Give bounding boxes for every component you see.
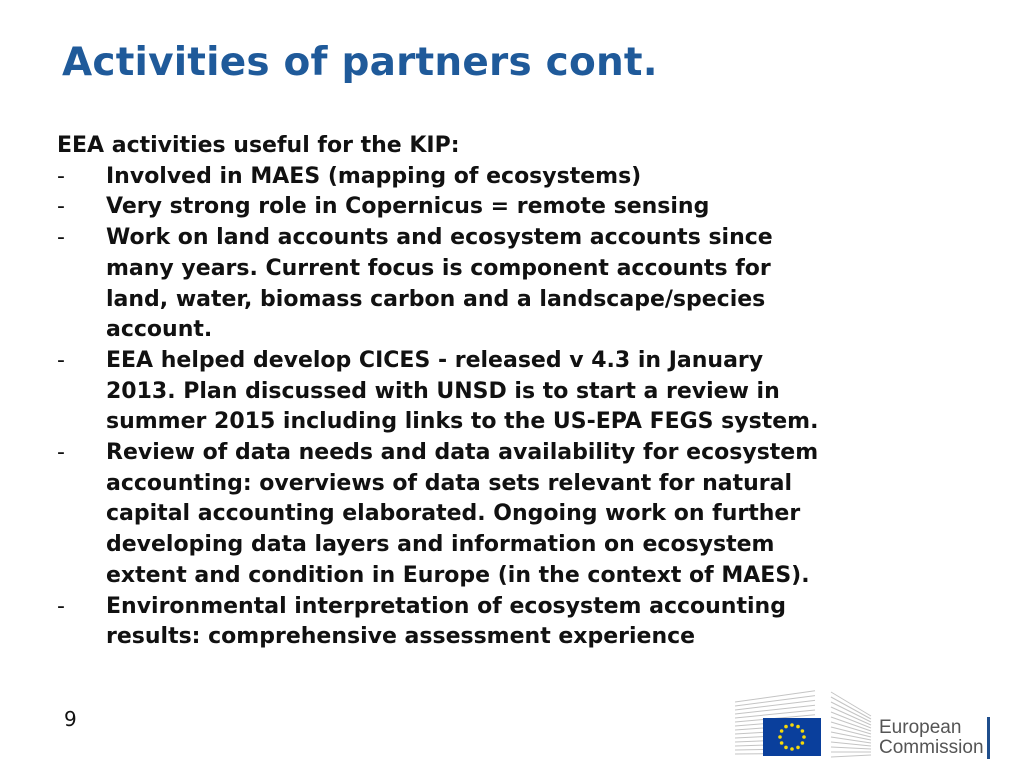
bullet-line: capital accounting elaborated. Ongoing work on further bbox=[106, 501, 801, 527]
star-icon bbox=[790, 723, 794, 727]
bullet-line: Work on land accounts and ecosystem accounts since bbox=[106, 225, 773, 251]
bullet-dash: - bbox=[57, 225, 65, 251]
intro-text: EEA activities useful for the KIP: bbox=[57, 133, 460, 158]
bullet-item bbox=[57, 438, 818, 592]
bullet-dash: - bbox=[57, 194, 65, 220]
european-commission-logo bbox=[735, 686, 995, 760]
bullet-line: accounting: overviews of data sets relevant for natural bbox=[106, 470, 793, 496]
bullet-item bbox=[57, 223, 818, 346]
star-icon bbox=[796, 746, 800, 750]
bullet-line: land, water, biomass carbon and a landscape/species bbox=[106, 286, 766, 312]
star-icon bbox=[801, 741, 805, 745]
star-icon bbox=[801, 729, 805, 733]
bullet-line: account. bbox=[106, 317, 213, 343]
bullet-item bbox=[57, 346, 818, 438]
bullet-line: Very strong role in Copernicus = remote sensing bbox=[106, 194, 710, 220]
bullet-dash: - bbox=[57, 593, 65, 619]
eu-building-flag-icon bbox=[735, 686, 875, 760]
bullet-list bbox=[57, 162, 818, 653]
bullet-dash: - bbox=[57, 163, 65, 189]
slide-title: Activities of partners cont. bbox=[62, 40, 658, 85]
star-icon bbox=[784, 725, 788, 729]
bullet-dash: - bbox=[57, 347, 65, 373]
star-icon bbox=[802, 735, 806, 739]
bullet-line: Environmental interpretation of ecosystem accounting bbox=[106, 593, 786, 619]
bullet-line: extent and condition in Europe (in the context of MAES). bbox=[106, 562, 810, 588]
slide-body bbox=[57, 131, 818, 653]
logo-text-commission: Commission bbox=[879, 737, 984, 758]
bullet-item bbox=[57, 592, 818, 653]
star-icon bbox=[784, 746, 788, 750]
page-number: 9 bbox=[64, 707, 77, 731]
logo-divider bbox=[987, 717, 990, 759]
star-icon bbox=[780, 729, 784, 733]
bullet-item bbox=[57, 162, 818, 193]
bullet-line: Involved in MAES (mapping of ecosystems) bbox=[106, 163, 642, 189]
bullet-line: many years. Current focus is component accounts for bbox=[106, 255, 771, 281]
star-icon bbox=[780, 741, 784, 745]
logo-text-european: European bbox=[879, 717, 962, 738]
bullet-line: EEA helped develop CICES - released v 4.3 in January bbox=[106, 347, 764, 373]
bullet-dash: - bbox=[57, 440, 65, 466]
bullet-line: results: comprehensive assessment experience bbox=[106, 624, 696, 650]
star-icon bbox=[778, 735, 782, 739]
bullet-line: summer 2015 including links to the US-EPA FEGS system. bbox=[106, 409, 819, 435]
bullet-line: Review of data needs and data availability for ecosystem bbox=[106, 440, 819, 466]
bullet-line: developing data layers and information on ecosystem bbox=[106, 532, 775, 558]
star-icon bbox=[796, 725, 800, 729]
bullet-item bbox=[57, 192, 818, 223]
star-icon bbox=[790, 747, 794, 751]
bullet-line: 2013. Plan discussed with UNSD is to start a review in bbox=[106, 378, 780, 404]
